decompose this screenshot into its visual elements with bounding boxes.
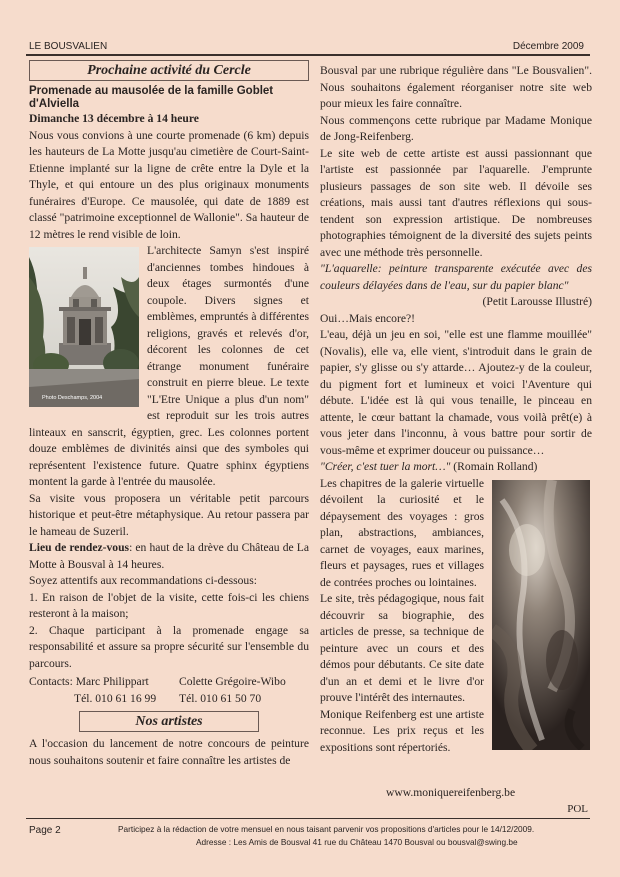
footer-line-2: Adresse : Les Amis de Bousval 41 rue du Château 1470 Bousval ou bousval@swing.be [196, 836, 518, 847]
paragraph-artist-intro: Nous commençons cette rubrique par Madame Monique de Jong-Reifenberg. [320, 113, 592, 143]
article-subtitle: Promenade au mausolée de la famille Goblet d'Alviella [29, 85, 274, 110]
section-title-activity: Prochaine activité du Cercle [29, 60, 309, 81]
paragraph-site-details: Le site, très pédagogique, nous fait découvrir sa biographie, des articles de presse, sa technique de peinture avec un cours et des démos pour débutants. Ce site date d'un an et demi et le livre d'or prouve l'intérêt des internautes. [320, 592, 484, 704]
paragraph-water: L'eau, déjà un jeu en soi, "elle est une flamme mouillée" (Novalis), elle va, elle vient, s'introduit dans le grain de papier, s'y glisse ou s'y attarde… Ajoutez-y de la couleur, du pigment fort et lumineux et voici l'Aventure qui débute. L'idée est là qui vous tenaille, le pinceau en attente, le cœur battant la chamade, vous voilà prêt(e) à vous jeter dans l'inconnu, à vous battre pour sortir de vous-même et exprimer douceur ou puissance… [320, 328, 592, 457]
paragraph-recommendations: Soyez attentifs aux recommandations ci-dessous: [29, 574, 257, 587]
watercolor-artwork [492, 480, 590, 750]
paragraph-recognition: Monique Reifenberg est une artiste reconnue. Les prix reçus et les expositions sont répertoriés. [320, 707, 484, 754]
newsletter-name: LE BOUSVALIEN [29, 41, 108, 52]
footer-info [118, 823, 534, 848]
photo-credit: Photo Deschamps, 2004 [42, 395, 103, 401]
paragraph-artists-intro: A l'occasion du lancement de notre concours de peinture nous souhaitons soutenir et faire connaître les artistes de [29, 737, 309, 767]
paragraph-gallery: Les chapitres de la galerie virtuelle dévoilent la curiosité et le dépaysement des voyages : gros plan, abstractions, ambiances, carnet de voyages, eaux marines, fleurs et paysages, rues et villages de contrées proches ou lointaines. [320, 476, 484, 589]
paragraph-website: Le site web de cette artiste est aussi passionnant que l'artiste est passionnée par l'aquarelle. J'emprunte plusieurs passages de son site web. Il dévoile ses créations, mais aussi tant d'autres réflexions qui sous-tendent son expression artistique. De nombreuses photographies témoignent de la diversité des sujets peints avec une méthode très personnelle. [320, 146, 592, 259]
paragraph-intro: Nous vous convions à une courte promenade (6 km) depuis les hauteurs de La Motte jusqu'au cimetière de Court-Saint-Etienne implanté sur la ligne de crête entre la Dyle et la Thyle, et qui entoure un des plus originaux monuments funéraires d'Europe. Ce mausolée, qui date de 1889 est classé "patrimoine exceptionnel de Wallonie". Sa hauteur de 12 mètres le rend visible de loin. [29, 128, 309, 241]
paragraph-question: Oui…Mais encore?! [320, 311, 415, 325]
paragraph-meeting-point [29, 540, 309, 573]
meeting-point-label: Lieu de rendez-vous [29, 541, 130, 554]
quote-larousse-source: (Petit Larousse Illustré) [482, 295, 592, 308]
quote-rolland-source: (Romain Rolland) [450, 460, 538, 473]
section-title-artists: Nos artistes [79, 711, 259, 732]
mausoleum-photo [29, 247, 139, 407]
paragraph-rubrique: Bousval par une rubrique régulière dans "Le Bousvalien". Nous souhaitons également réorganiser notre site web pour mieux les faire connaître. [320, 64, 592, 110]
artist-website-link[interactable]: www.moniquereifenberg.be [386, 786, 516, 799]
meeting-point-text: : en haut de la drève du Château de La Motte à Bousval à 14 heures. [29, 541, 309, 571]
paragraph-architecture: L'architecte Samyn s'est inspiré d'anciennes tombes hindoues à deux étages surmontés d'une coupole. Divers signes et emblèmes, empruntés à différentes religions, gravés et relevés d'or, décorent les colonnes de cet étrange monument funéraire construit en pierre bleue. Le texte "L'Etre Unique a plus d'un nom" est reproduit sur les trois autres linteaux en sanscrit, égyptien, grec. Les colonnes portent douze emblèmes de divinités ainsi que des symboles qui représentent l'existence future. Quatre sphinx égyptiens montent la garde à l'entrée du mausolée. [29, 244, 309, 488]
footer-rule [26, 818, 590, 819]
quote-rolland [320, 459, 592, 476]
contact-1: Contacts: Marc Philippart [29, 675, 149, 688]
issue-date: Décembre 2009 [512, 41, 584, 52]
recommendation-1: 1. En raison de l'objet de la visite, cette fois-ci les chiens resteront à la maison; [29, 590, 309, 620]
header-rule [26, 54, 590, 56]
left-column [29, 60, 309, 769]
contact-2-phone: Tél. 010 61 50 70 [179, 691, 262, 705]
author-signature: POL [567, 803, 588, 815]
contact-2: Colette Grégoire-Wibo [179, 675, 286, 688]
contacts-block [29, 674, 309, 707]
right-column [320, 63, 592, 756]
contact-1-phone: Tél. 010 61 16 99 [74, 691, 157, 705]
watercolor-image [492, 480, 590, 750]
mausoleum-image [29, 247, 139, 407]
event-date: Dimanche 13 décembre à 14 heure [29, 112, 199, 125]
quote-rolland-text: "Créer, c'est tuer la mort…" [320, 460, 451, 473]
recommendation-2: 2. Chaque participant à la promenade engage sa responsabilité et assure sa propre sécurité sur l'ensemble du parcours. [29, 623, 309, 670]
quote-larousse: "L'aquarelle: peinture transparente exécutée avec des couleurs délayées dans de l'eau, sur du papier blanc" [320, 262, 592, 292]
footer-line-1: Participez à la rédaction de votre mensuel en nous taisant parvenir vos propositions d'articles pour le 14/12/2009. [118, 824, 535, 834]
page-number: Page 2 [29, 825, 61, 836]
paragraph-visit: Sa visite vous proposera un véritable petit parcours historique et peut-être métaphysique. Au retour passera par le hameau de Suzeril. [29, 491, 309, 538]
